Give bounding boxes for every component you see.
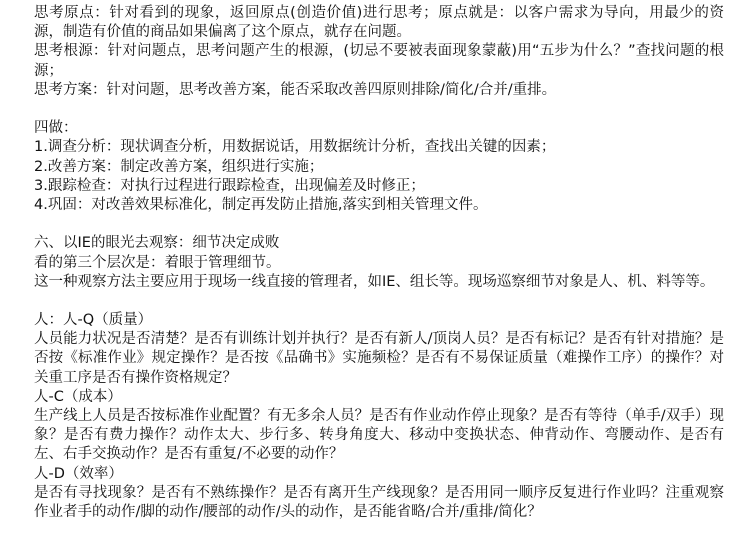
paragraph-person-quality: 人员能力状况是否清楚？是否有训练计划并执行？是否有新人/顶岗人员？是否有标记？是否有针对措施？是否按《标准作业》规定操作？是否按《品确书》实施频检？是否有不易保证质量（难操作工序）的操作？对关重工序是否有操作资格规定？ — [34, 331, 724, 386]
paragraph-observation-method: 这一种观察方法主要应用于现场一线直接的管理者，如IE、组长等。现场巡察细节对象是人、机、料等等。 — [34, 273, 715, 290]
paragraph-thinking-root: 思考根源：针对问题点，思考问题产生的根源，(切忌不要被表面现象蒙蔽)用“五步为什么？”查找问题的根源； — [34, 43, 724, 79]
paragraph-thinking-plan: 思考方案：针对问题，思考改善方案，能否采取改善四原则排除/简化/合并/重排。 — [34, 81, 557, 98]
paragraph-thinking-origin: 思考原点：针对看到的现象，返回原点(创造价值)进行思考；原点就是：以客户需求为导向，用最少的资源，制造有价值的商品如果偏离了这个原点，就存在问题。 — [34, 5, 724, 41]
paragraph-person-cost: 生产线上人员是否按标准作业配置？有无多余人员？是否有作业动作停止现象？是否有等待（单手/双手）现象？是否有费力操作？动作太大、步行多、转身角度大、移动中变换状态、伸背动作、弯腰动作、是否有左、右手交换动作？是否有重复/不必要的动作？ — [34, 408, 724, 463]
list-item-improve-plan: 2.改善方案：制定改善方案，组织进行实施； — [34, 158, 324, 175]
blank-line — [34, 100, 724, 119]
blank-line — [34, 292, 724, 311]
heading-person-efficiency: 人-D（效率） — [34, 465, 123, 482]
heading-four-do: 四做： — [34, 120, 78, 137]
text-third-level: 看的第三个层次是：着眼于管理细节。 — [34, 254, 281, 271]
blank-line — [34, 215, 724, 234]
heading-person-cost: 人-C（成本） — [34, 388, 122, 405]
list-item-consolidate: 4.巩固：对改善效果标准化，制定再发防止措施,落实到相关管理文件。 — [34, 196, 488, 213]
list-item-investigate: 1.调查分析：现状调查分析，用数据说话，用数据统计分析，查找出关键的因素； — [34, 139, 556, 156]
heading-section-six: 六、以IE的眼光去观察：细节决定成败 — [34, 235, 280, 252]
list-item-track-check: 3.跟踪检查：对执行过程进行跟踪检查，出现偏差及时修正； — [34, 177, 425, 194]
paragraph-person-efficiency: 是否有寻找现象？是否有不熟练操作？是否有离开生产线现象？是否用同一顺序反复进行作业吗？注重观察作业者手的动作/脚的动作/腰部的动作/头的动作，是否能省略/合并/重排/简化？ — [34, 484, 724, 521]
heading-person-quality: 人：人-Q（质量） — [34, 312, 153, 329]
